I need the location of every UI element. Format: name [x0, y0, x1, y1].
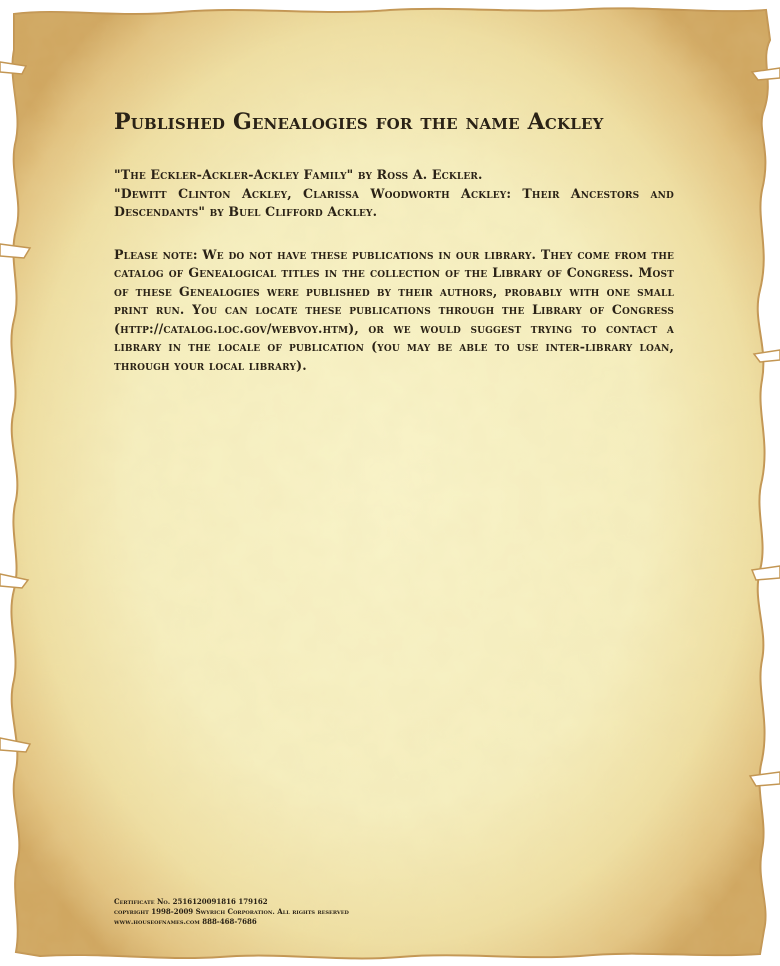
genealogy-list [114, 166, 674, 222]
certificate-footer [114, 897, 434, 927]
copyright-line: copyright 1998-2009 Swyrich Corporation. All rights reserved [114, 907, 349, 916]
contact-line: www.houseofnames.com 888-468-7686 [114, 917, 257, 926]
genealogy-entry: "Dewitt Clinton Ackley, Clarissa Woodworth Ackley: Their Ancestors and Descendants" by Buel Clifford Ackley. [114, 185, 674, 219]
document-body [114, 108, 674, 375]
certificate-number: Certificate No. 2516120091816 179162 [114, 897, 268, 906]
library-note: Please note: We do not have these publications in our library. They come from the catalog of Genealogical titles in the collection of the Library of Congress. Most of these Genealogies were published by their authors, probably with one small print run. You can locate these publications through the Library of Congress (http://catalog.loc.gov/webvoy.htm), or we would suggest trying to contact a library in the locale of publication (you may be able to use inter-library loan, through your local library). [114, 246, 674, 373]
genealogy-entry: "The Eckler-Ackler-Ackley Family" by Ross A. Eckler. [114, 167, 483, 182]
page-title: Published Genealogies for the name Ackley [114, 109, 604, 135]
